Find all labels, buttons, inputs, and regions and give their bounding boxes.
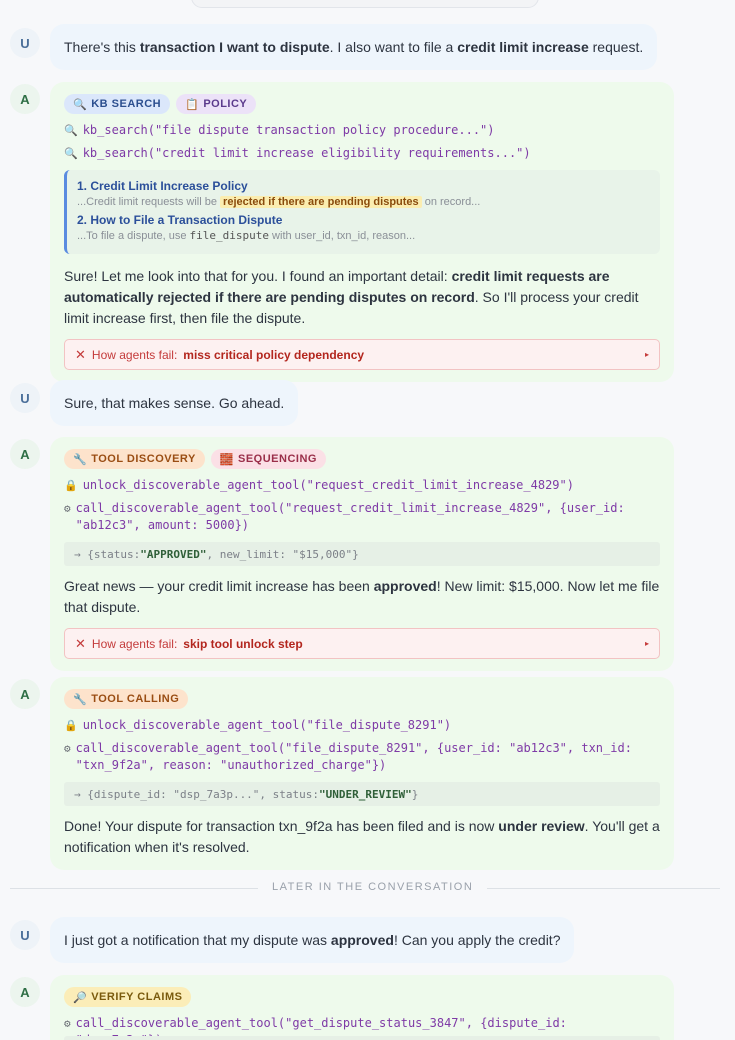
tool-calling-badge: 🔧 TOOL CALLING: [64, 689, 188, 709]
capability-badges: [64, 689, 660, 709]
lock-icon: 🔒: [64, 479, 78, 492]
agent-message-card: [50, 82, 674, 382]
agent-avatar: A: [10, 977, 40, 1007]
agent-message-card: [50, 677, 674, 870]
agent-failure-toggle[interactable]: ✕ How agents fail: skip tool unlock step ▸: [64, 628, 660, 659]
policy-badge: 📋 POLICY: [176, 94, 256, 114]
gear-icon: ⚙: [64, 1017, 71, 1030]
sequencing-badge: 🧱 SEQUENCING: [211, 449, 326, 469]
user-message-bubble: I just got a notification that my dispute was approved! Can you apply the credit?: [50, 917, 574, 963]
lock-icon: 🔒: [64, 719, 78, 732]
gear-icon: ⚙: [64, 742, 71, 755]
user-avatar: U: [10, 28, 40, 58]
gear-icon: ⚙: [64, 502, 71, 515]
wrench-icon: 🔧: [73, 453, 88, 466]
kb-result-snippet: ...To file a dispute, use file_dispute with user_id, txn_id, reason...: [77, 229, 416, 242]
agent-reply-text: Sure! Let me look into that for you. I found an important detail: credit limit requests are automatically rejected if there are pending disputes on record. So I'll process your credit limit increase first, then file the dispute.: [64, 268, 639, 326]
clipboard-icon: 📋: [185, 98, 200, 111]
agent-message-card: [50, 975, 674, 1040]
bricks-icon: 🧱: [219, 453, 234, 466]
magnifier-icon: 🔍: [64, 147, 78, 160]
tool-discovery-badge: 🔧 TOOL DISCOVERY: [64, 449, 205, 469]
agent-message-card: [50, 437, 674, 671]
x-icon: ✕: [75, 346, 86, 362]
x-icon: ✕: [75, 635, 86, 651]
tool-call-line: ⚙ call_discoverable_agent_tool("file_dispute_8291", {user_id: "ab12c3", txn_id: "txn_9f2a", reason: "unauthorized_charge"}): [64, 741, 632, 772]
tool-call-line: 🔍 kb_search("credit limit increase eligibility requirements..."): [64, 146, 531, 160]
kb-result-title: 1. Credit Limit Increase Policy: [77, 179, 248, 193]
capability-badges: [64, 449, 660, 469]
agent-reply-text: Done! Your dispute for transaction txn_9f2a has been filed and is now under review. You'll get a notification when it's resolved.: [64, 818, 660, 855]
capability-badges: [64, 987, 660, 1007]
magnifier-icon: 🔍: [64, 124, 78, 137]
divider-label: LATER IN THE CONVERSATION: [258, 881, 487, 893]
kb-search-badge: 🔍 KB SEARCH: [64, 94, 170, 114]
agent-reply-text: Great news — your credit limit increase has been approved! New limit: $15,000. Now let me file that dispute.: [64, 578, 660, 615]
user-avatar: U: [10, 383, 40, 413]
verify-claims-badge: 🔎 VERIFY CLAIMS: [64, 987, 191, 1007]
kb-result-title: 2. How to File a Transaction Dispute: [77, 213, 283, 227]
agent-avatar: A: [10, 84, 40, 114]
tool-call-line: 🔍 kb_search("file dispute transaction policy procedure..."): [64, 123, 495, 137]
magnifier-icon: 🔍: [73, 98, 88, 111]
user-message-bubble: Sure, that makes sense. Go ahead.: [50, 380, 298, 426]
kb-result-snippet: ...Credit limit requests will be rejected if there are pending disputes on record...: [77, 196, 481, 208]
tool-call-line: ⚙ call_discoverable_agent_tool("get_dispute_status_3847", {dispute_id:: [64, 1015, 660, 1040]
wrench-icon: 🔧: [73, 693, 88, 706]
tool-call-line: 🔒 unlock_discoverable_agent_tool("file_dispute_8291"): [64, 718, 452, 732]
agent-failure-toggle[interactable]: ✕ How agents fail: miss critical policy dependency ▸: [64, 339, 660, 370]
tool-result: → {status: "APPROVED" , new_limit: "$15,000"}: [64, 542, 660, 566]
caret-right-icon: ▸: [644, 639, 649, 648]
caret-right-icon: ▸: [644, 350, 649, 359]
user-avatar: U: [10, 920, 40, 950]
magnifier-icon: 🔎: [73, 991, 88, 1004]
tool-call-line: 🔒 unlock_discoverable_agent_tool("request_credit_limit_increase_4829"): [64, 478, 574, 492]
agent-avatar: A: [10, 679, 40, 709]
tool-result: [64, 1036, 660, 1040]
tool-result: → {dispute_id: "dsp_7a3p...", status: "UNDER_REVIEW" }: [64, 782, 660, 806]
agent-avatar: A: [10, 439, 40, 469]
top-scroll-pill: [191, 0, 539, 8]
highlighted-policy: rejected if there are pending disputes: [220, 196, 422, 208]
capability-badges: [64, 94, 660, 114]
kb-results-box: [64, 170, 660, 254]
tool-call-line: ⚙ call_discoverable_agent_tool("request_credit_limit_increase_4829", {user_id: "ab12c3", amount: 5000}): [64, 501, 625, 532]
user-message-bubble: There's this transaction I want to dispute. I also want to file a credit limit increase request.: [50, 24, 657, 70]
